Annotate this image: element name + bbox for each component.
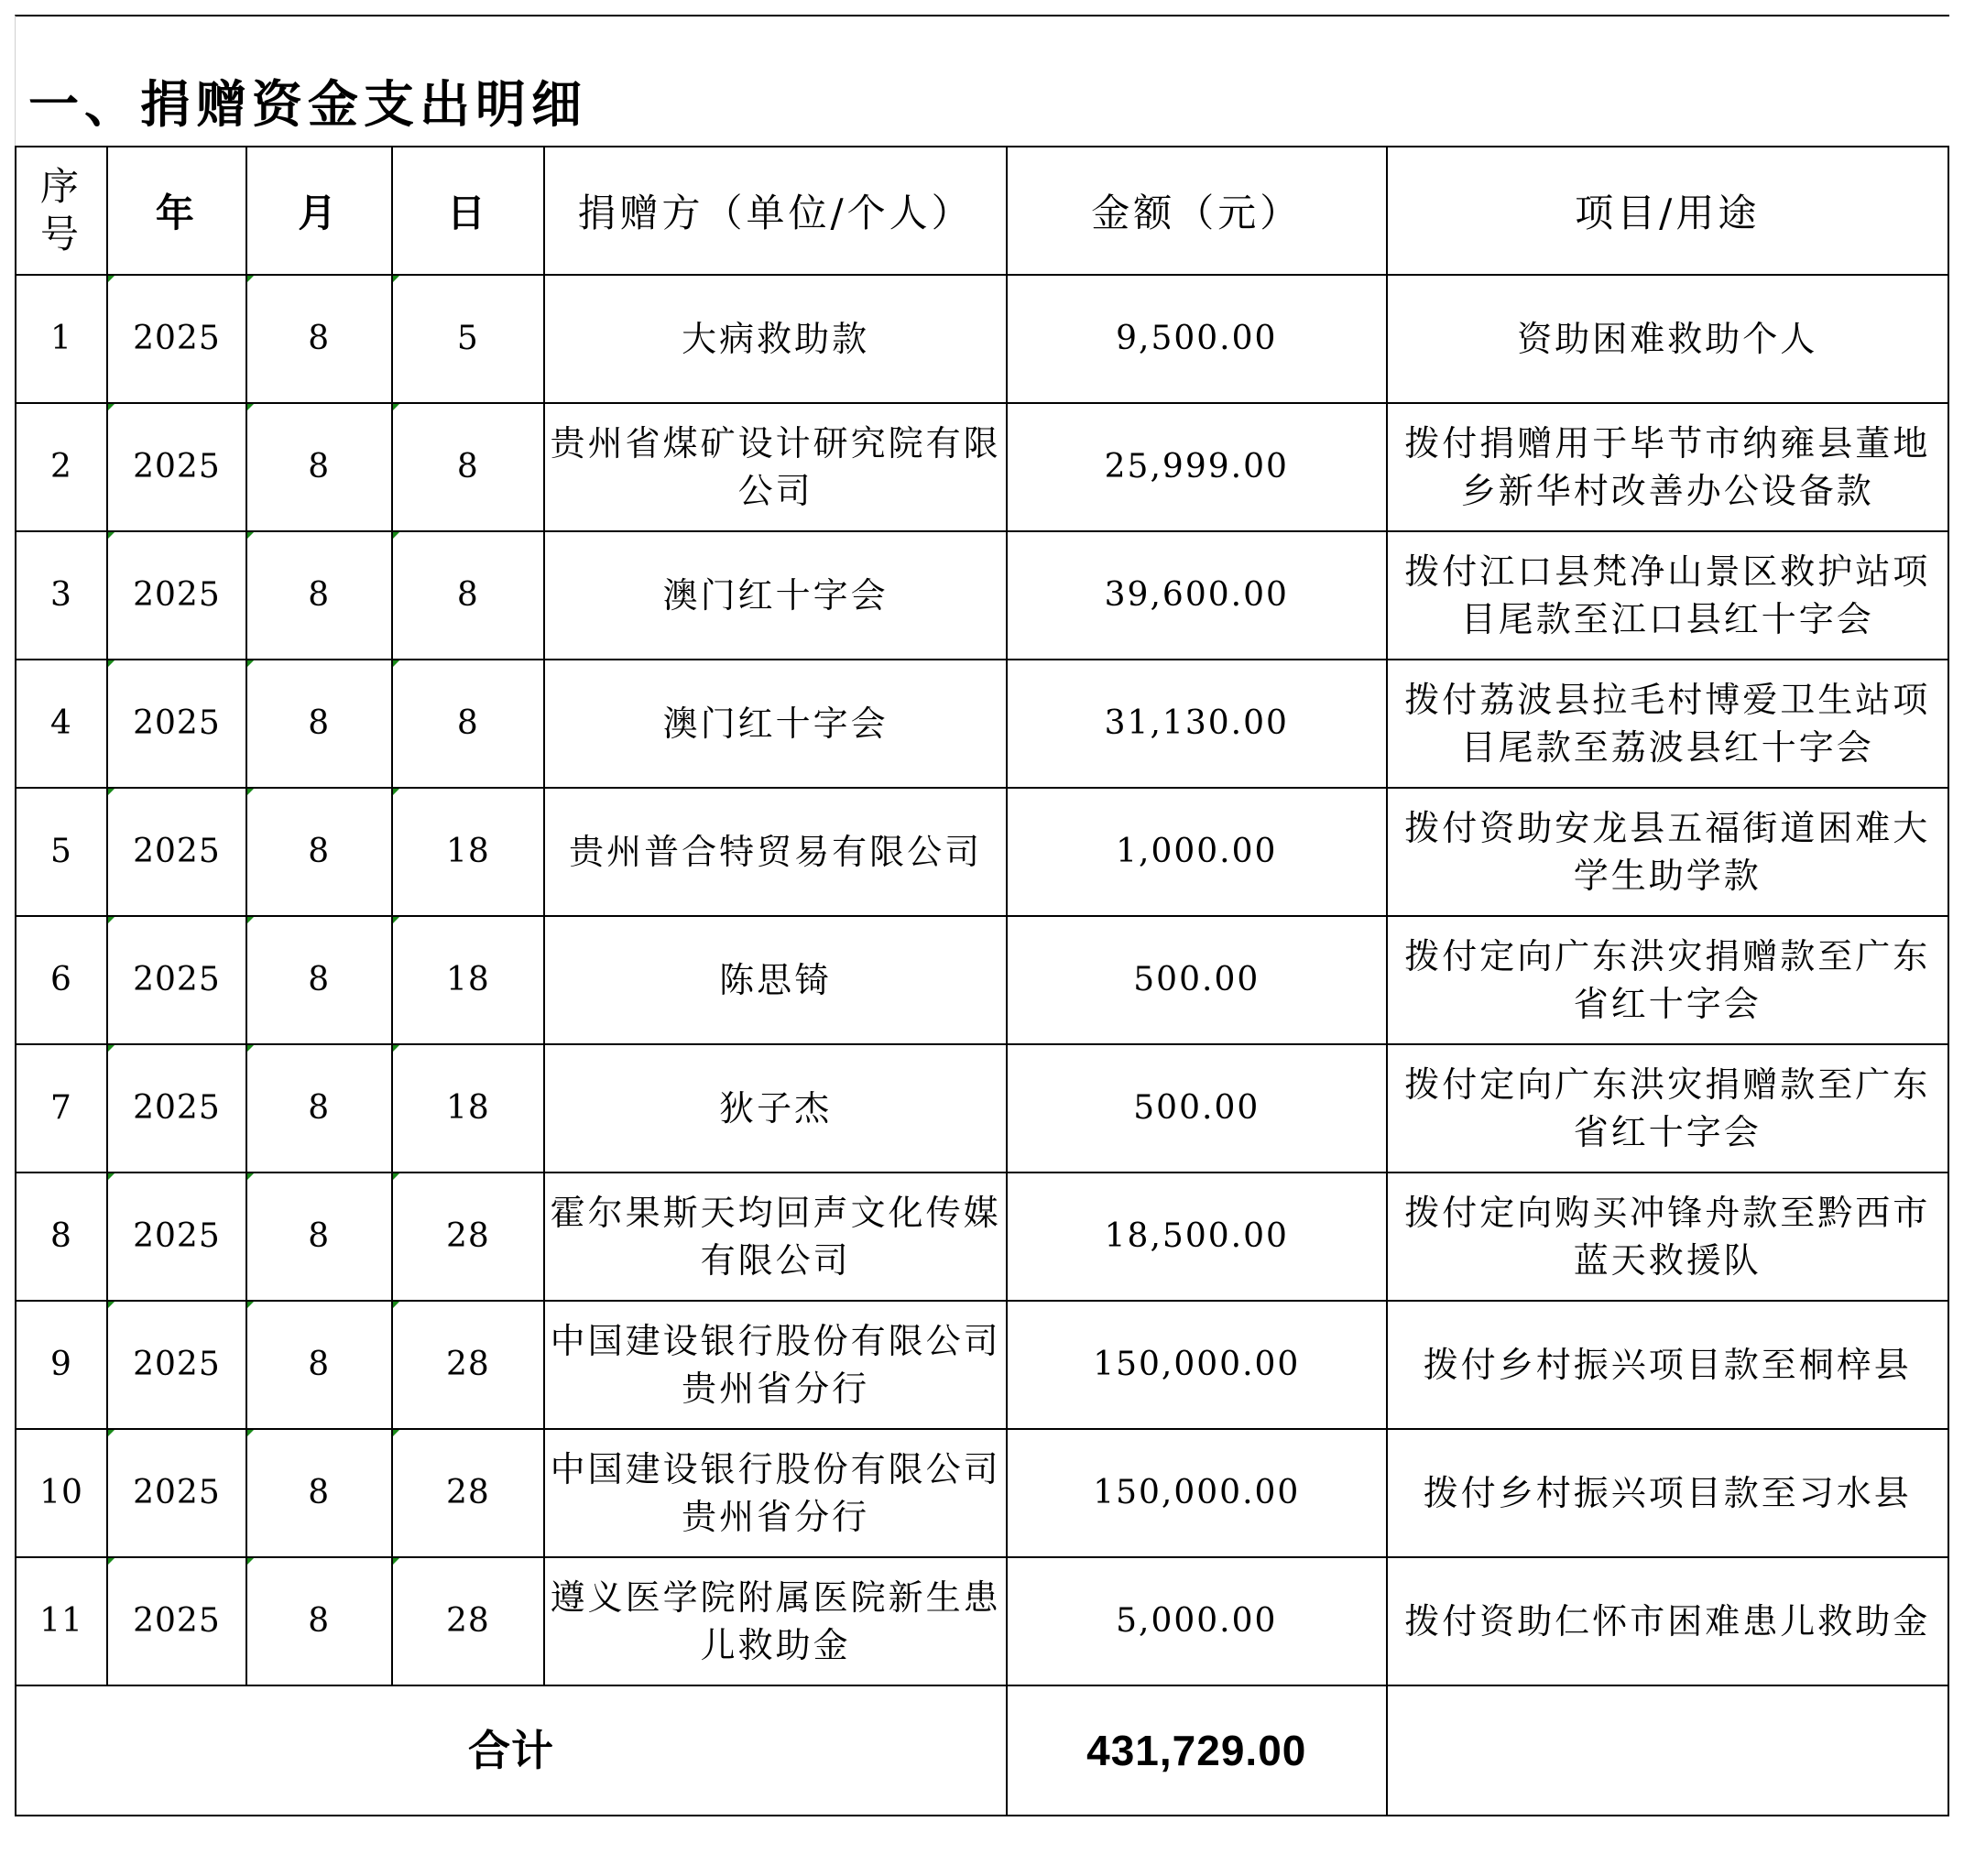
donor-cell	[544, 275, 1007, 403]
donor-cell-text: 澳门红十字会	[662, 575, 889, 616]
serial-cell	[16, 1172, 107, 1301]
number-as-text-marker-icon	[108, 1430, 115, 1436]
purpose-cell	[1387, 403, 1948, 531]
day-cell-text: 28	[445, 1346, 490, 1383]
number-as-text-marker-icon	[393, 917, 399, 923]
number-as-text-marker-icon	[393, 532, 399, 539]
day-cell-text: 28	[445, 1602, 490, 1640]
amount-cell	[1007, 531, 1387, 660]
year-cell	[107, 275, 246, 403]
amount-cell	[1007, 403, 1387, 531]
number-as-text-marker-icon	[108, 917, 115, 923]
day-cell	[392, 1172, 545, 1301]
donor-cell-text: 霍尔果斯天均回声文化传媒有限公司	[550, 1193, 1001, 1281]
month-cell	[246, 1301, 392, 1429]
month-cell	[246, 1044, 392, 1172]
number-as-text-marker-icon	[247, 1173, 254, 1180]
total-empty-cell	[1387, 1685, 1948, 1816]
purpose-cell	[1387, 531, 1948, 660]
number-as-text-marker-icon	[393, 1173, 399, 1180]
amount-cell	[1007, 1044, 1387, 1172]
serial-cell	[16, 403, 107, 531]
donor-cell	[544, 1557, 1007, 1685]
purpose-cell-text: 拨付乡村振兴项目款至桐梓县	[1423, 1345, 1912, 1385]
donor-cell-text: 遵义医学院附属医院新生患儿救助金	[550, 1577, 1001, 1665]
purpose-cell-text: 拨付荔波县拉毛村博爱卫生站项目尾款至荔波县红十字会	[1404, 680, 1931, 768]
purpose-cell-text: 拨付江口县梵净山景区救护站项目尾款至江口县红十字会	[1404, 551, 1931, 639]
serial-cell	[16, 916, 107, 1044]
donor-cell	[544, 403, 1007, 531]
day-cell	[392, 531, 545, 660]
year-cell-text: 2025	[133, 320, 221, 357]
purpose-cell-text: 拨付定向购买冲锋舟款至黔西市蓝天救援队	[1404, 1193, 1931, 1281]
number-as-text-marker-icon	[108, 660, 115, 667]
number-as-text-marker-icon	[393, 789, 399, 795]
month-cell-text: 8	[308, 833, 331, 870]
serial-cell-text: 3	[50, 576, 72, 614]
number-as-text-marker-icon	[108, 1558, 115, 1565]
amount-cell	[1007, 1429, 1387, 1557]
donor-cell	[544, 1172, 1007, 1301]
donor-cell-text: 中国建设银行股份有限公司贵州省分行	[550, 1449, 1001, 1537]
expense-table	[15, 146, 1949, 1816]
serial-cell-text: 11	[39, 1602, 83, 1640]
total-amount: 431,729.00	[1007, 1685, 1387, 1816]
year-cell-text: 2025	[133, 961, 221, 998]
table-row	[16, 660, 1948, 788]
day-cell	[392, 1044, 545, 1172]
day-cell-text: 18	[445, 961, 490, 998]
month-cell-text: 8	[308, 448, 331, 485]
serial-cell	[16, 1044, 107, 1172]
serial-cell-text: 2	[50, 448, 72, 485]
serial-cell-text: 4	[50, 704, 72, 742]
amount-cell-text: 39,600.00	[1104, 576, 1289, 614]
table-row	[16, 1172, 1948, 1301]
month-cell-text: 8	[308, 1346, 331, 1383]
year-cell-text: 2025	[133, 1346, 221, 1383]
number-as-text-marker-icon	[108, 276, 115, 282]
purpose-cell-text: 拨付定向广东洪灾捐赠款至广东省红十字会	[1404, 936, 1931, 1024]
serial-cell	[16, 275, 107, 403]
month-cell-text: 8	[308, 704, 331, 742]
serial-cell	[16, 788, 107, 916]
number-as-text-marker-icon	[247, 276, 254, 282]
day-cell	[392, 1557, 545, 1685]
day-cell-text: 5	[456, 320, 479, 357]
month-cell	[246, 660, 392, 788]
number-as-text-marker-icon	[247, 404, 254, 410]
amount-cell	[1007, 1301, 1387, 1429]
donor-cell	[544, 531, 1007, 660]
header-amount: 金额（元）	[1007, 147, 1387, 275]
serial-cell-text: 5	[50, 833, 72, 870]
purpose-cell-text: 拨付资助仁怀市困难患儿救助金	[1404, 1601, 1931, 1642]
donor-cell	[544, 788, 1007, 916]
month-cell	[246, 1429, 392, 1557]
amount-cell-text: 25,999.00	[1104, 448, 1289, 485]
number-as-text-marker-icon	[247, 532, 254, 539]
amount-cell	[1007, 1172, 1387, 1301]
day-cell	[392, 916, 545, 1044]
year-cell-text: 2025	[133, 1217, 221, 1255]
serial-cell-text: 6	[50, 961, 72, 998]
year-cell-text: 2025	[133, 1089, 221, 1127]
purpose-cell	[1387, 1429, 1948, 1557]
number-as-text-marker-icon	[108, 532, 115, 539]
serial-cell	[16, 1429, 107, 1557]
amount-cell-text: 9,500.00	[1116, 320, 1278, 357]
day-cell	[392, 1429, 545, 1557]
amount-cell-text: 5,000.00	[1116, 1602, 1278, 1640]
day-cell-text: 28	[445, 1217, 490, 1255]
year-cell-text: 2025	[133, 1602, 221, 1640]
table-row	[16, 531, 1948, 660]
purpose-cell	[1387, 1044, 1948, 1172]
donor-cell	[544, 1429, 1007, 1557]
serial-cell-text: 7	[50, 1089, 72, 1127]
amount-cell-text: 1,000.00	[1116, 833, 1278, 870]
year-cell-text: 2025	[133, 448, 221, 485]
table-row	[16, 1044, 1948, 1172]
amount-cell	[1007, 916, 1387, 1044]
year-cell	[107, 1044, 246, 1172]
year-cell	[107, 916, 246, 1044]
donor-cell-text: 大病救助款	[682, 319, 870, 359]
table-row	[16, 788, 1948, 916]
year-cell-text: 2025	[133, 1474, 221, 1511]
number-as-text-marker-icon	[247, 660, 254, 667]
month-cell	[246, 403, 392, 531]
header-serial: 序号	[16, 147, 107, 275]
year-cell	[107, 1429, 246, 1557]
purpose-cell-text: 拨付定向广东洪灾捐赠款至广东省红十字会	[1404, 1064, 1931, 1152]
donor-cell-text: 贵州省煤矿设计研究院有限公司	[550, 423, 1001, 511]
amount-cell-text: 500.00	[1133, 961, 1260, 998]
header-day: 日	[392, 147, 545, 275]
serial-cell-text: 8	[50, 1217, 72, 1255]
month-cell	[246, 788, 392, 916]
purpose-cell-text: 拨付捐赠用于毕节市纳雍县董地乡新华村改善办公设备款	[1404, 423, 1931, 511]
purpose-cell	[1387, 788, 1948, 916]
number-as-text-marker-icon	[108, 1173, 115, 1180]
day-cell-text: 8	[456, 576, 479, 614]
number-as-text-marker-icon	[393, 1558, 399, 1565]
year-cell-text: 2025	[133, 576, 221, 614]
year-cell	[107, 1301, 246, 1429]
number-as-text-marker-icon	[393, 1430, 399, 1436]
number-as-text-marker-icon	[108, 404, 115, 410]
serial-cell-text: 10	[39, 1474, 83, 1511]
donor-cell	[544, 1044, 1007, 1172]
month-cell	[246, 531, 392, 660]
number-as-text-marker-icon	[247, 1430, 254, 1436]
month-cell-text: 8	[308, 1089, 331, 1127]
serial-cell	[16, 1557, 107, 1685]
header-donor: 捐赠方（单位/个人）	[544, 147, 1007, 275]
number-as-text-marker-icon	[247, 1558, 254, 1565]
donor-cell-text: 中国建设银行股份有限公司贵州省分行	[550, 1321, 1001, 1409]
serial-cell-text: 1	[50, 320, 72, 357]
day-cell-text: 18	[445, 833, 490, 870]
number-as-text-marker-icon	[247, 917, 254, 923]
header-year: 年	[107, 147, 246, 275]
year-cell	[107, 403, 246, 531]
table-row	[16, 403, 1948, 531]
serial-cell	[16, 1301, 107, 1429]
table-row	[16, 916, 1948, 1044]
header-purpose: 项目/用途	[1387, 147, 1948, 275]
donor-cell-text: 澳门红十字会	[662, 704, 889, 744]
donor-cell	[544, 1301, 1007, 1429]
donor-cell	[544, 916, 1007, 1044]
month-cell-text: 8	[308, 961, 331, 998]
title-row	[15, 15, 1949, 146]
table-row	[16, 1557, 1948, 1685]
number-as-text-marker-icon	[393, 660, 399, 667]
month-cell-text: 8	[308, 1474, 331, 1511]
purpose-cell-text: 拨付乡村振兴项目款至习水县	[1423, 1473, 1912, 1513]
amount-cell-text: 500.00	[1133, 1089, 1260, 1127]
day-cell	[392, 1301, 545, 1429]
year-cell	[107, 1172, 246, 1301]
purpose-cell	[1387, 1557, 1948, 1685]
year-cell	[107, 788, 246, 916]
month-cell-text: 8	[308, 320, 331, 357]
month-cell-text: 8	[308, 1217, 331, 1255]
donor-cell-text: 狄子杰	[719, 1088, 833, 1129]
number-as-text-marker-icon	[247, 1302, 254, 1308]
serial-cell	[16, 660, 107, 788]
serial-cell-text: 9	[50, 1346, 72, 1383]
total-row	[16, 1685, 1948, 1816]
table-row	[16, 1429, 1948, 1557]
amount-cell-text: 18,500.00	[1104, 1217, 1289, 1255]
amount-cell	[1007, 788, 1387, 916]
purpose-cell-text: 资助困难救助个人	[1517, 319, 1818, 359]
year-cell-text: 2025	[133, 704, 221, 742]
year-cell-text: 2025	[133, 833, 221, 870]
amount-cell	[1007, 275, 1387, 403]
table-row	[16, 275, 1948, 403]
month-cell	[246, 275, 392, 403]
amount-cell	[1007, 660, 1387, 788]
donor-cell	[544, 660, 1007, 788]
month-cell	[246, 1557, 392, 1685]
number-as-text-marker-icon	[393, 1045, 399, 1052]
purpose-cell	[1387, 275, 1948, 403]
month-cell	[246, 916, 392, 1044]
number-as-text-marker-icon	[393, 276, 399, 282]
purpose-cell	[1387, 1301, 1948, 1429]
number-as-text-marker-icon	[108, 789, 115, 795]
total-label: 合计	[16, 1685, 1007, 1816]
expense-sheet	[15, 15, 1949, 1861]
purpose-cell	[1387, 1172, 1948, 1301]
donor-cell-text: 陈思锜	[719, 960, 833, 1000]
header-month: 月	[246, 147, 392, 275]
number-as-text-marker-icon	[247, 789, 254, 795]
month-cell	[246, 1172, 392, 1301]
amount-cell-text: 150,000.00	[1093, 1346, 1301, 1383]
purpose-cell-text: 拨付资助安龙县五福街道困难大学生助学款	[1404, 808, 1931, 896]
number-as-text-marker-icon	[108, 1302, 115, 1308]
table-row	[16, 1301, 1948, 1429]
year-cell	[107, 531, 246, 660]
day-cell-text: 8	[456, 448, 479, 485]
amount-cell	[1007, 1557, 1387, 1685]
day-cell-text: 8	[456, 704, 479, 742]
number-as-text-marker-icon	[247, 1045, 254, 1052]
day-cell-text: 18	[445, 1089, 490, 1127]
day-cell	[392, 403, 545, 531]
day-cell	[392, 660, 545, 788]
day-cell-text: 28	[445, 1474, 490, 1511]
year-cell	[107, 660, 246, 788]
number-as-text-marker-icon	[108, 1045, 115, 1052]
day-cell	[392, 275, 545, 403]
page-title: 一、捐赠资金支出明细	[28, 75, 588, 134]
amount-cell-text: 31,130.00	[1104, 704, 1289, 742]
donor-cell-text: 贵州普合特贸易有限公司	[569, 832, 983, 872]
year-cell	[107, 1557, 246, 1685]
purpose-cell	[1387, 916, 1948, 1044]
day-cell	[392, 788, 545, 916]
number-as-text-marker-icon	[393, 404, 399, 410]
amount-cell-text: 150,000.00	[1093, 1474, 1301, 1511]
serial-cell	[16, 531, 107, 660]
purpose-cell	[1387, 660, 1948, 788]
month-cell-text: 8	[308, 576, 331, 614]
month-cell-text: 8	[308, 1602, 331, 1640]
header-row	[16, 147, 1948, 275]
number-as-text-marker-icon	[393, 1302, 399, 1308]
